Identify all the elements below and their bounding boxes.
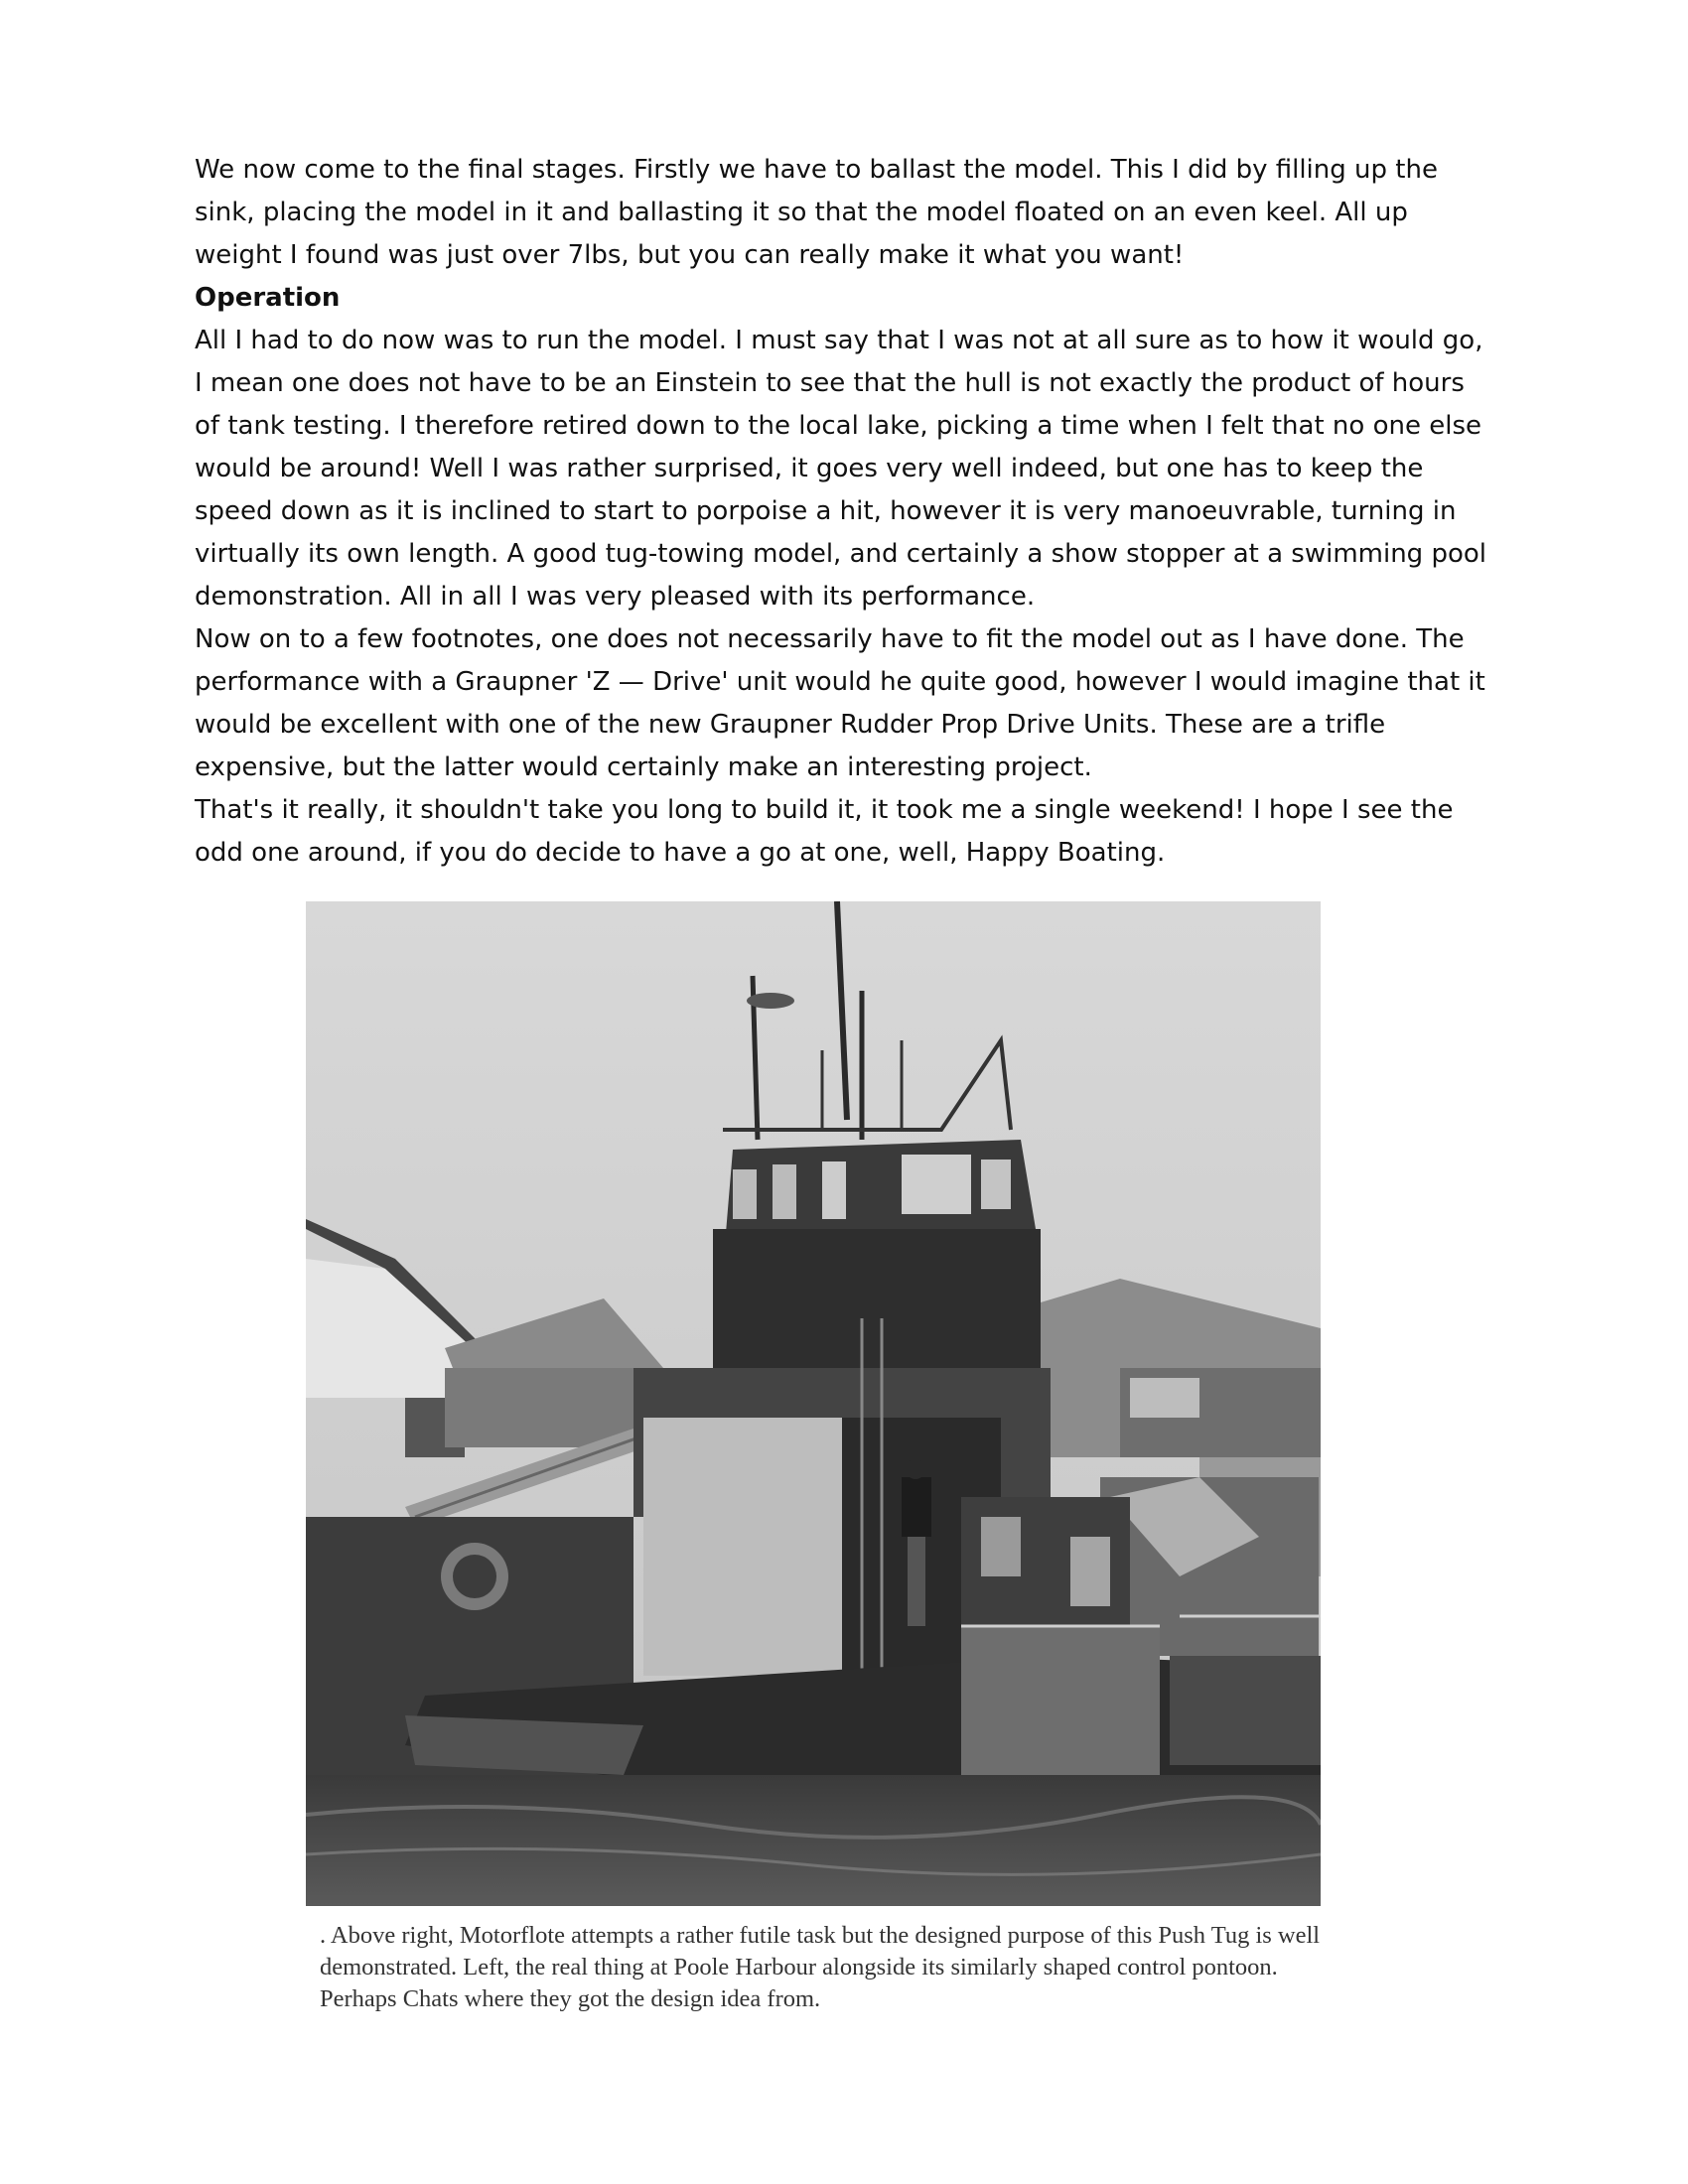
photo-caption <box>320 1920 1342 2015</box>
article-body <box>195 149 1495 875</box>
paragraph-footnotes: Now on to a few footnotes, one does not necessarily have to fit the model out as I have done. The performance with a Graupner 'Z — Drive' unit would he quite good, however I would imagine that it would be excellent with one of the new Graupner Rudder Prop Drive Units. These are a trifle expensive, but the latter would certainly make an interesting project. <box>195 624 1485 782</box>
push-tug-photo <box>306 901 1321 1906</box>
paragraph-operation: All I had to do now was to run the model. I must say that I was not at all sure as to how it would go, I mean one does not have to be an Einstein to see that the hull is not exactly the product of hours of tank testing. I therefore retired down to the local lake, picking a time when I felt that no one else would be around! Well I was rather surprised, it goes very well indeed, but one has to keep the speed down as it is inclined to start to porpoise a hit, however it is very manoeuvrable, turning in virtually its own length. A good tug-towing model, and certainly a show stopper at a swimming pool demonstration. All in all I was very pleased with its performance. <box>195 326 1486 612</box>
push-tug-photo-graphic <box>306 901 1321 1906</box>
operation-heading: Operation <box>195 283 341 313</box>
paragraph-closing: That's it really, it shouldn't take you long to build it, it took me a single weekend! I hope I see the odd one around, if you do decide to have a go at one, well, Happy Boating. <box>195 795 1454 868</box>
paragraph-ballast: We now come to the final stages. Firstly we have to ballast the model. This I did by filling up the sink, placing the model in it and ballasting it so that the model floated on an even keel. All up weight I found was just over 7lbs, but you can really make it what you want! <box>195 155 1438 270</box>
caption-text: . Above right, Motorflote attempts a rather futile task but the designed purpose of this Push Tug is well demonstrated. Left, the real thing at Poole Harbour alongside its similarly shaped control pontoon. Perhaps Chats where they got the design idea from. <box>320 1922 1321 2012</box>
